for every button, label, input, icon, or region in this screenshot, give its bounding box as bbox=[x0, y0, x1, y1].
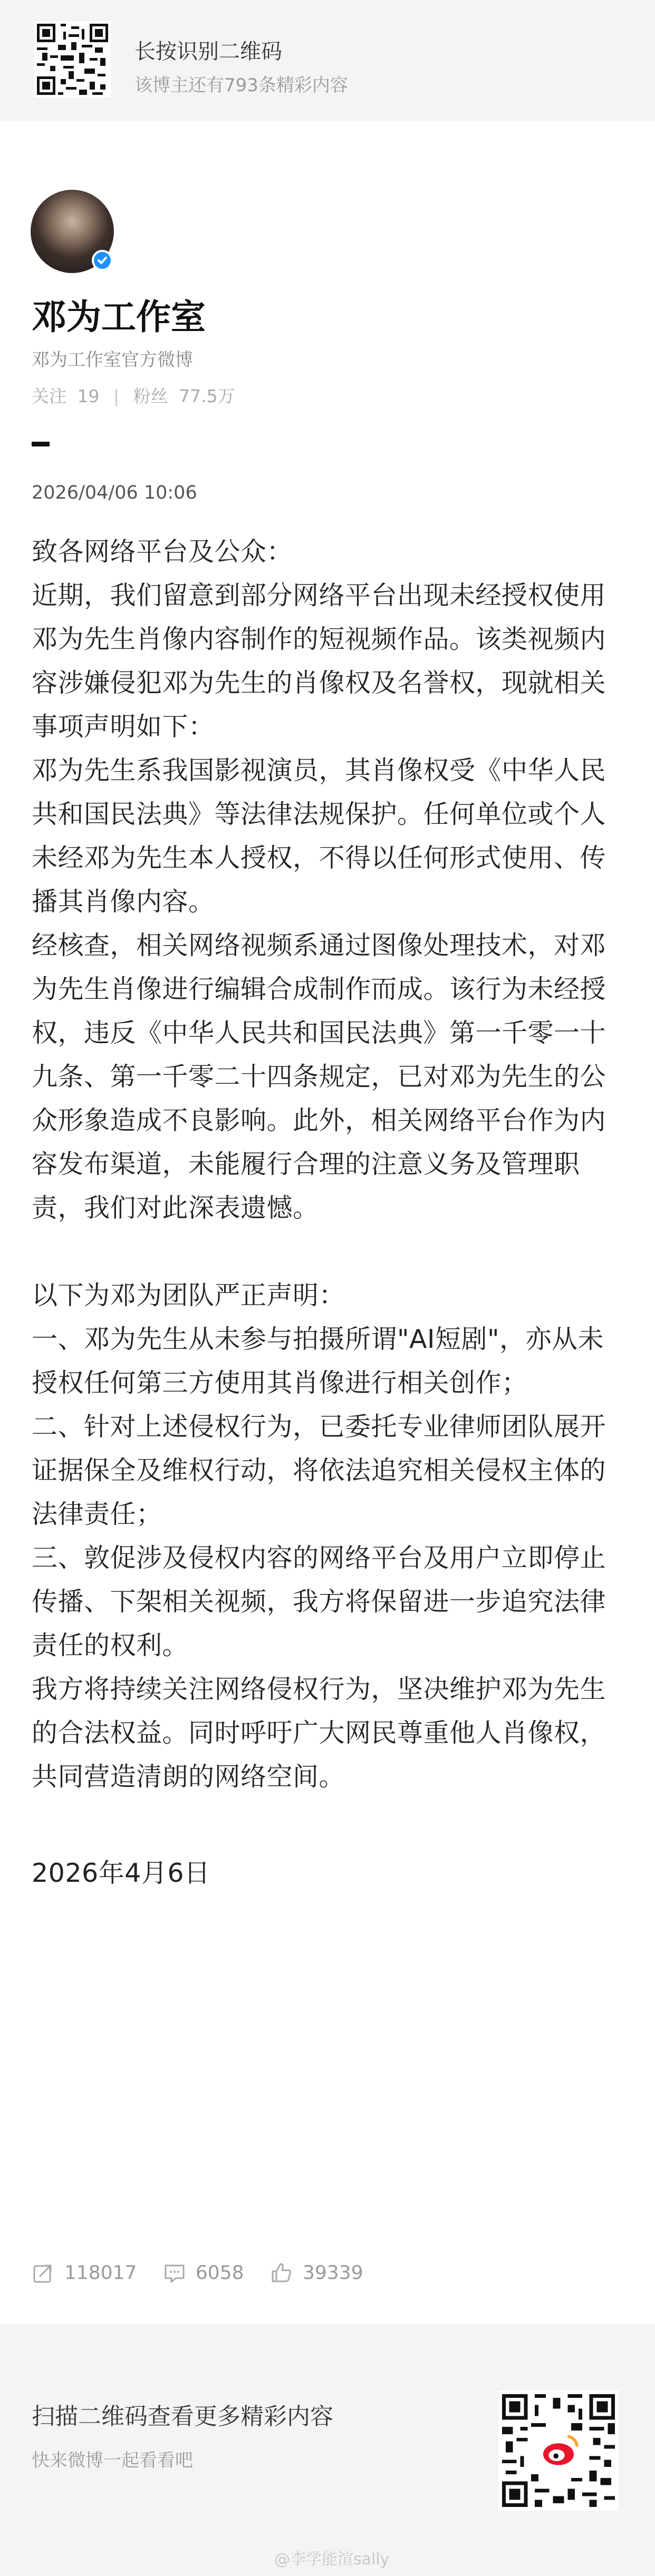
footer-subtitle: 快来微博一起看看吧 bbox=[32, 2450, 193, 2471]
post-paragraph: 经核查，相关网络视频系通过图像处理技术，对邓为先生肖像进行编辑合成制作而成。该行为未经授权，违反《中华人民共和国民法典》第一千零一十九条、第一千零二十四条规定，已对邓为先生的公众形象造成不良影响。此外，相关网络平台作为内容发布渠道，未能履行合理的注意义务及管理职责，我们对此深表遗憾。 bbox=[32, 930, 606, 1223]
section-divider bbox=[32, 442, 50, 446]
comment-count: 6058 bbox=[195, 2262, 244, 2284]
thumbs-up-icon bbox=[270, 2261, 293, 2285]
post-paragraph: 三、敦促涉及侵权内容的网络平台及用户立即停止传播、下架相关视频，我方将保留进一步追究法律责任的权利。 bbox=[32, 1543, 606, 1660]
like-count: 39339 bbox=[302, 2262, 363, 2284]
post-paragraph: 我方将持续关注网络侵权行为，坚决维护邓为先生的合法权益。同时呼吁广大网民尊重他人肖像权，共同营造清朗的网络空间。 bbox=[32, 1674, 606, 1792]
post-body bbox=[32, 530, 624, 1895]
post-paragraph: 近期，我们留意到部分网络平台出现未经授权使用邓为先生肖像内容制作的短视频作品。该类视频内容涉嫌侵犯邓为先生的肖像权及名誉权，现就相关事项声明如下： bbox=[32, 580, 606, 742]
post-paragraph: 二、针对上述侵权行为，已委托专业律师团队展开证据保全及维权行动，将依法追究相关侵权主体的法律责任； bbox=[32, 1412, 606, 1529]
action-bar bbox=[32, 2261, 383, 2285]
footer-title: 扫描二维码查看更多精彩内容 bbox=[32, 2403, 333, 2430]
paragraph-spacer bbox=[32, 1230, 624, 1274]
account-stats bbox=[32, 383, 235, 407]
post-timestamp: 2026/04/06 10:06 bbox=[32, 482, 197, 503]
weibo-watermark: @李学能渲sally bbox=[274, 2550, 390, 2569]
like-button[interactable] bbox=[270, 2261, 363, 2285]
followers-label: 粉丝 bbox=[133, 386, 168, 406]
repost-icon bbox=[32, 2261, 55, 2285]
post-paragraph: 一、邓为先生从未参与拍摄所谓"AI短剧"，亦从未授权任何第三方使用其肖像进行相关创作； bbox=[32, 1324, 604, 1398]
banner-subtitle: 该博主还有793条精彩内容 bbox=[134, 75, 348, 96]
account-description: 邓为工作室官方微博 bbox=[32, 349, 193, 371]
repost-count: 118017 bbox=[64, 2262, 137, 2284]
following-label: 关注 bbox=[32, 386, 66, 406]
repost-button[interactable] bbox=[32, 2261, 137, 2285]
post-date: 2026年4月6日 bbox=[32, 1858, 210, 1888]
banner-qr-code[interactable] bbox=[34, 21, 111, 98]
post-paragraph: 致各网络平台及公众： bbox=[32, 537, 293, 567]
post-paragraph: 以下为邓为团队严正声明： bbox=[32, 1280, 345, 1310]
verified-badge-icon bbox=[92, 250, 113, 271]
followers-count: 77.5万 bbox=[179, 386, 235, 406]
post-paragraph: 邓为先生系我国影视演员，其肖像权受《中华人民共和国民法典》等法律法规保护。任何单位或个人未经邓为先生本人授权，不得以任何形式使用、传播其肖像内容。 bbox=[32, 755, 606, 917]
stats-divider: | bbox=[113, 386, 120, 406]
account-name[interactable]: 邓为工作室 bbox=[32, 297, 206, 337]
footer-qr-code[interactable] bbox=[498, 2390, 619, 2511]
banner-title: 长按识别二维码 bbox=[134, 40, 282, 64]
comment-button[interactable] bbox=[163, 2261, 244, 2285]
comment-icon bbox=[163, 2261, 186, 2285]
following-count: 19 bbox=[77, 386, 100, 406]
